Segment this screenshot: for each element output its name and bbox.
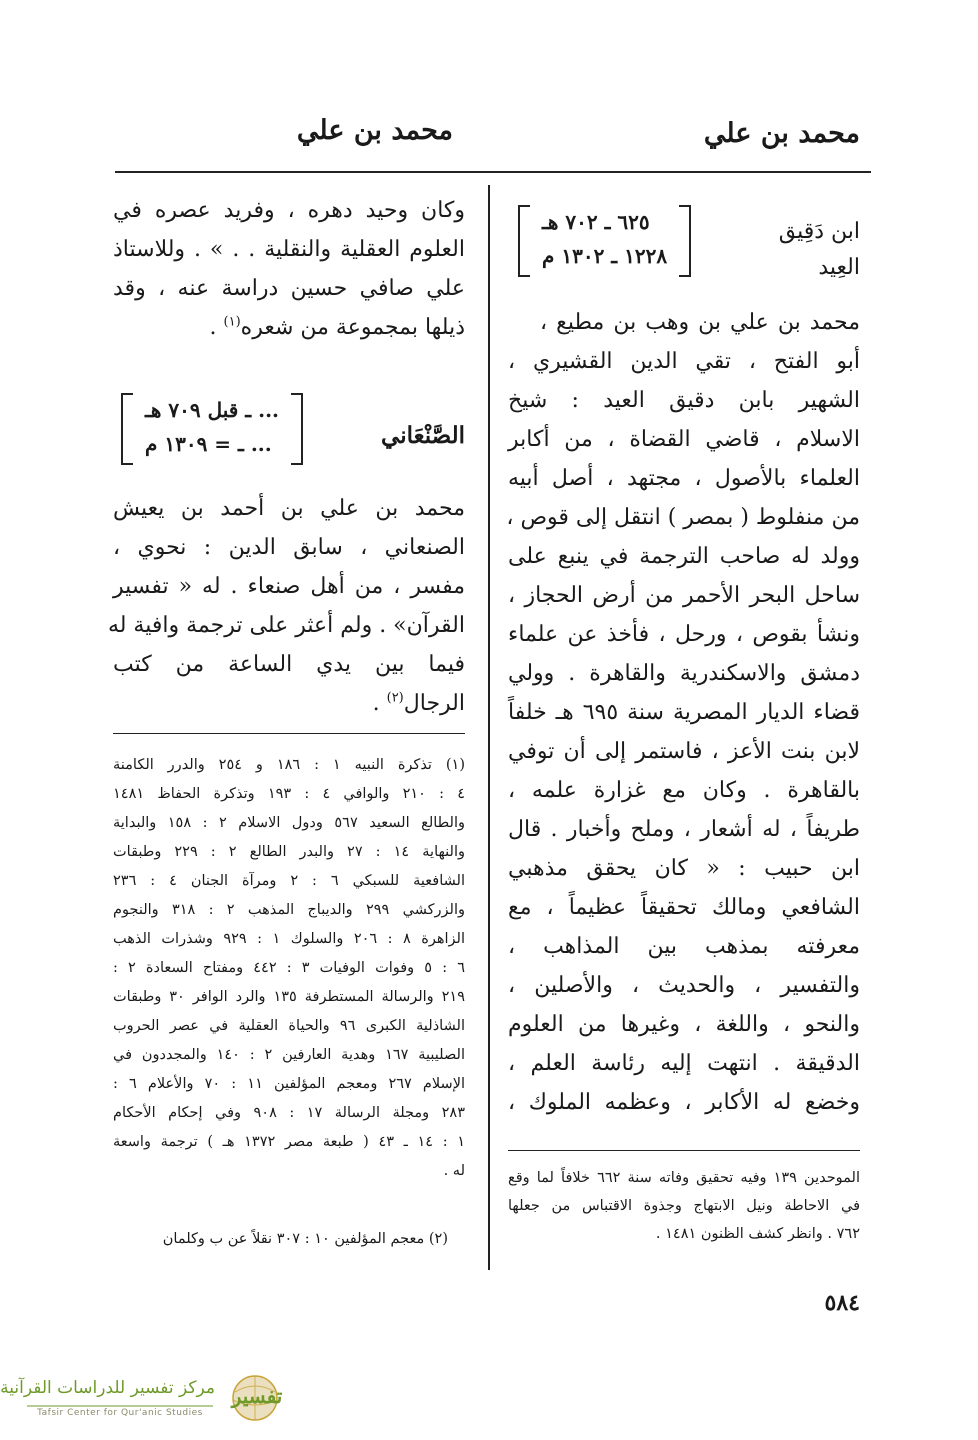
body-line: الدقيقة . انتهت إليه رئاسة العلم ، [508, 1051, 860, 1076]
left-footnote-rule [113, 733, 465, 734]
body-line: العلماء بالأصول ، مجتهد ، أصل أبيه [508, 466, 860, 491]
body-line: الشافعي ومالك تحقيقاً عظيماً ، مع [508, 895, 860, 920]
footnote-line: ٦ : ٥ وفوات الوفيات ٣ : ٤٤٢ ومفتاح السعادة ٢ : [113, 960, 465, 976]
footnote-line: الزاهرة ٨ : ٢٠٦ والسلوك ١ : ٩٢٩ وشذرات الذهب [113, 931, 466, 947]
footnote-line: والطالع السعيد ٥٦٧ ودول الاسلام ٢ : ١٥٨ والبداية [113, 815, 465, 831]
entry-dates [530, 205, 679, 277]
right-running-header: محمد بن علي [703, 118, 860, 149]
footnote-ref[interactable]: (٢) [386, 690, 404, 706]
body-line: معرفته بمذهب بين المذاهب ، [508, 934, 860, 959]
footnote-line: والنهاية ١٤ : ٢٧ والبدر الطالع ٢ : ٢٢٩ وطبقات [113, 844, 465, 860]
date-hijri: ... ـ قبل ٧٠٩ هـ [145, 398, 279, 422]
body-line: بالقاهرة . وكان مع غزارة علمه ، [508, 778, 860, 803]
footnote-line: الصليبية ١٦٧ وهدية العارفين ٢ : ١٤٠ والمجددون في [113, 1047, 466, 1063]
body-line: فيما بين يدي الساعة من كتب [113, 652, 465, 677]
footnote-line: ٢٨٣ ومجلة الرسالة ١٧ : ٩٠٨ وفي إحكام الأحكام [113, 1105, 465, 1121]
tafsir-center-logo [0, 1370, 297, 1430]
footnote-ref[interactable]: (١) [223, 314, 241, 330]
page-number: ٥٨٤ [824, 1290, 860, 1316]
footnote-line: والزركشي ٢٩٩ والديباج المذهب ٢ : ٣١٨ والنجوم [113, 902, 465, 918]
entry-dates [133, 393, 291, 465]
date-hijri: ٦٢٥ ـ ٧٠٢ هـ [542, 210, 650, 234]
punctuation: . [372, 691, 387, 716]
body-line: دمشق والاسكندرية والقاهرة . وولي [508, 661, 860, 686]
punctuation: . [209, 315, 224, 340]
body-line: وكان وحيد دهره ، وفريد عصره في [113, 198, 465, 223]
body-line: ابن حبيب : « كان يحقق مذهبي [508, 856, 860, 881]
body-line: علي صافي حسين دراسة عنه ، وقد [113, 276, 465, 301]
right-bracket [679, 205, 691, 277]
entry-dates-box [518, 205, 691, 277]
footnote-line: الإسلام ٢٦٧ ومعجم المؤلفين ١١ : ٧٠ والأعلام ٦ : [113, 1076, 465, 1092]
body-line-with-ref [373, 685, 465, 723]
entry-name-line-1: ابن دَقِيق [778, 219, 860, 244]
body-line: محمد بن علي بن أحمد بن يعيش [113, 496, 465, 521]
footnote-line: (١) تذكرة النبيه ١ : ١٨٦ و ٢٥٤ والدرر الكامنة [113, 757, 465, 773]
right-bracket [291, 393, 303, 465]
date-gregorian: ... ـ = ١٣٠٩ م [145, 432, 272, 456]
body-line: قضاء الديار المصرية سنة ٦٩٥ هـ خلفاً [508, 700, 861, 725]
body-text: ذيلها بمجموعة من شعره [240, 315, 465, 340]
body-line: ونشأ بقوص ، ورحل ، فأخذ عن علماء [508, 622, 860, 647]
body-line: وولد له صاحب الترجمة في ينبع على [508, 544, 860, 569]
body-line: العلوم العقلية والنقلية . . » . وللاستاذ [113, 237, 465, 262]
entry-name-line-2: العِيد [818, 255, 860, 280]
logo-emblem-text: تفسير [231, 1384, 283, 1408]
body-line: ساحل البحر الأحمر من أرض الحجاز ، [508, 583, 860, 608]
date-gregorian: ١٢٢٨ ـ ١٣٠٢ م [542, 244, 668, 268]
body-line: والنحو ، واللغة ، وغيرها من العلوم [508, 1012, 860, 1037]
body-line: لابن بنت الأعز ، فاستمر إلى أن توفي [508, 739, 860, 764]
body-line: طريفاً ، له أشعار ، وملح وأخبار . قال [508, 817, 860, 842]
body-line: والتفسير ، والحديث ، والأصلين ، [508, 973, 860, 998]
footnote-line: ٢١٩ والرسالة المستطرفة ١٣٥ والرد الوافر ٣٠ وطبقات [113, 989, 465, 1005]
left-bracket [518, 205, 530, 277]
body-line: الشهير بابن دقيق العيد : شيخ [508, 388, 860, 413]
left-running-header: محمد بن علي [296, 115, 453, 146]
logo-english-name: Tafsir Center for Qur'anic Studies [37, 1408, 203, 1418]
body-line: مفسر ، من أهل صنعاء . له « تفسير [113, 574, 465, 599]
footnote-line: الشاذلية الكبرى ٩٦ والحياة العقلية في عصر الحروب [113, 1018, 465, 1034]
body-line: محمد بن علي بن وهب بن مطيع ، [540, 310, 860, 335]
body-text: الرجال [403, 691, 465, 716]
footnote-line: الشافعية للسبكي ٦ : ٢ ومرآة الجنان ٤ : ٢٣٦ [113, 873, 465, 889]
header-rule [115, 171, 871, 173]
body-line: أبو الفتح ، تقي الدين القشيري ، [508, 349, 860, 374]
footnote-line: ١ : ١٤ ـ ٤٣ ( طبعة مصر ١٣٧٢ هـ ) ترجمة واسعة [113, 1134, 465, 1150]
left-bracket [121, 393, 133, 465]
footnote-line: له . [443, 1163, 465, 1179]
body-line: وخضع له الأكابر ، وعظمه الملوك ، [508, 1090, 860, 1115]
column-divider [488, 185, 490, 1270]
body-line: الصنعاني ، سابق الدين : نحوي ، [113, 535, 465, 560]
footnote-2: (٢) معجم المؤلفين ١٠ : ٣٠٧ نقلاً عن ب وكلمان [162, 1231, 448, 1247]
body-line: الاسلام ، قاضي القضاة ، من أكابر [508, 427, 860, 452]
footnote-line: الموحدين ١٣٩ وفيه تحقيق وفاته سنة ٦٦٢ خلافاً لما وقع [508, 1170, 860, 1186]
entry-name: الصَّنْعَاني [381, 422, 465, 449]
right-footnote-rule [508, 1150, 860, 1151]
footnote-line: في الاحاطة ونيل الابتهاج وجذوة الاقتباس من جعلها [508, 1198, 860, 1214]
logo-arabic-name: مركز تفسير للدراسات القرآنية [0, 1378, 215, 1398]
footnote-line: ٧٦٢ . وانظر كشف الظنون ١٤٨١ . [655, 1226, 860, 1242]
body-line: القرآن» . ولم أعثر على ترجمة وافية له [107, 613, 465, 638]
body-line: من منفلوط ( بمصر ) انتقل إلى قوص ، [506, 505, 860, 530]
entry-dates-box [121, 393, 303, 465]
body-line-with-ref [210, 309, 465, 347]
footnote-line: ٤ : ٢١٠ والوافي ٤ : ١٩٣ وتذكرة الحفاظ ١٤٨١ [113, 786, 465, 802]
